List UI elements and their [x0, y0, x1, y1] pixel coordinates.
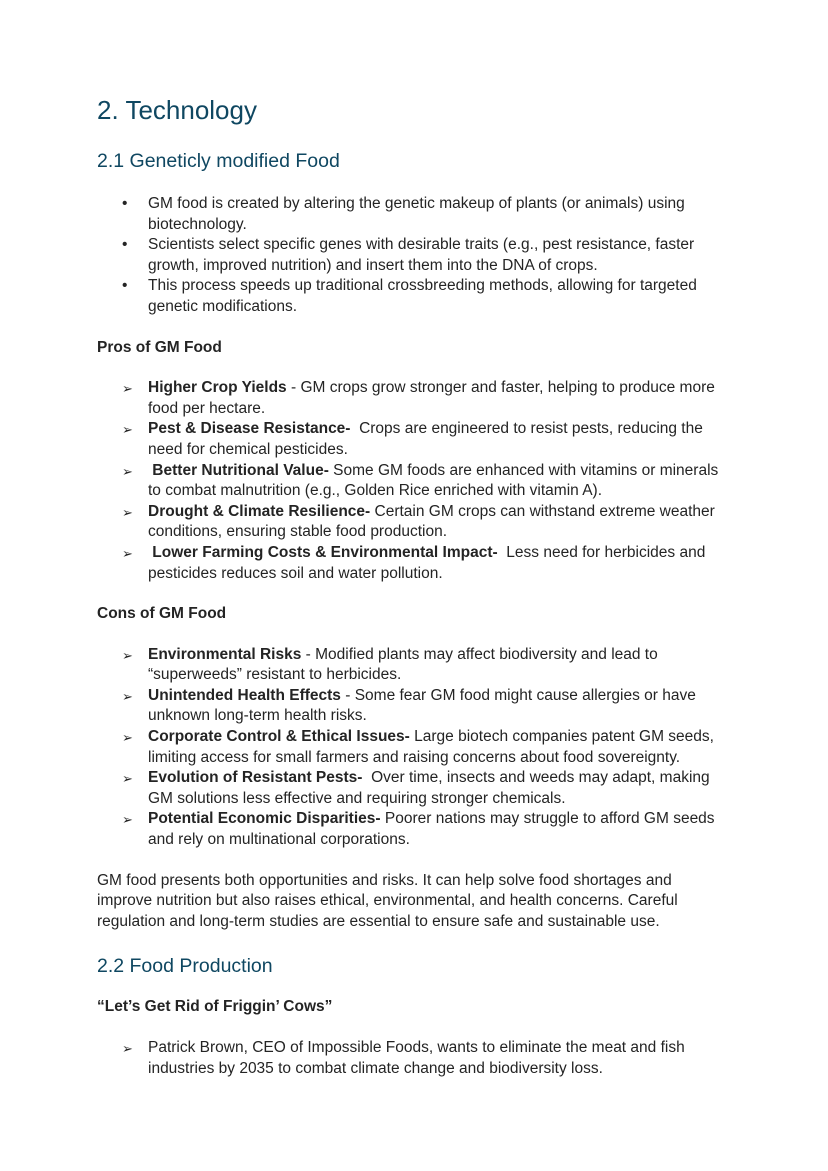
list-item-bold-lead: Evolution of Resistant Pests- [148, 769, 363, 787]
list-item [97, 727, 728, 768]
list-item-rest: - GM crops grow stronger and faster, helping to produce more food per hectare. [148, 379, 715, 417]
list-item [97, 645, 728, 686]
list-item-bold-lead: Unintended Health Effects [148, 686, 341, 704]
list-item-rest: - Modified plants may affect biodiversity and lead to “superweeds” resistant to herbicides. [148, 645, 658, 684]
list-item-bold-lead: Pest & Disease Resistance- [148, 420, 351, 438]
list-item [97, 378, 728, 419]
list-item [97, 235, 728, 276]
list-item-bold-lead: Corporate Control & Ethical Issues- [148, 728, 410, 746]
list-item-bold-lead: Drought & Climate Resilience- [148, 502, 371, 520]
pros-list [97, 378, 728, 584]
cons-subheading: Cons of GM Food [97, 605, 227, 623]
list-item [97, 768, 728, 809]
list-item-text [148, 544, 705, 582]
arrow-bullet-icon: ➢ [122, 504, 133, 520]
list-item-text [148, 769, 710, 807]
bullet-icon: • [122, 236, 128, 254]
list-item-rest: Poorer nations may struggle to afford GM seeds and rely on multinational corporations. [148, 810, 715, 849]
list-item-rest: Patrick Brown, CEO of Impossible Foods, wants to eliminate the meat and fish industries by 2035 to combat climate change and biodiversity loss. [148, 1039, 685, 1077]
list-item-text: This process speeds up traditional crossbreeding methods, allowing for targeted genetic modifications. [148, 277, 697, 315]
arrow-bullet-icon: ➢ [122, 812, 133, 828]
list-item-text [148, 379, 715, 417]
list-item-bold-lead: Lower Farming Costs & Environmental Impact- [148, 543, 498, 561]
arrow-bullet-icon: ➢ [122, 647, 133, 663]
list-item [97, 686, 728, 727]
arrow-bullet-icon: ➢ [122, 1041, 133, 1056]
bullet-icon: • [122, 195, 128, 212]
gm-summary-paragraph: GM food presents both opportunities and risks. It can help solve food shortages and improve nutrition but also raises ethical, environmental, and health concerns. Careful regulation and long-term studies are essential to ensure safe and sustainable use. [97, 871, 678, 930]
list-item-text [148, 646, 658, 684]
heading-genetically-modified-food: 2.1 Geneticly modified Food [97, 150, 340, 172]
list-item-rest: - Some fear GM food might cause allergies or have unknown long-term health risks. [148, 686, 696, 725]
list-item-bold-lead: Higher Crop Yields [148, 379, 287, 397]
gm-intro-bullet-list [97, 194, 728, 318]
list-item-rest: Over time, insects and weeds may adapt, making GM solutions less effective and requiring stronger chemicals. [148, 769, 710, 807]
list-item-text [148, 687, 696, 725]
list-item-text: Scientists select specific genes with desirable traits (e.g., pest resistance, faster growth, improved nutrition) and insert them into the DNA of crops. [148, 236, 695, 274]
list-item-bold-lead: Potential Economic Disparities- [148, 810, 381, 828]
list-item-rest: Some GM foods are enhanced with vitamins or minerals to combat malnutrition (e.g., Golden Rice enriched with vitamin A). [148, 461, 719, 500]
heading-food-production: 2.2 Food Production [97, 955, 273, 978]
arrow-bullet-icon: ➢ [122, 422, 133, 438]
list-item-text [148, 503, 715, 541]
list-item [97, 194, 728, 235]
list-item-bold-lead: Better Nutritional Value- [148, 461, 329, 479]
list-item [97, 809, 728, 850]
food-production-list [97, 1038, 728, 1079]
list-item [97, 461, 728, 502]
list-item-text: GM food is created by altering the genetic makeup of plants (or animals) using biotechnology. [148, 195, 685, 233]
list-item-text [148, 420, 703, 458]
list-item [97, 1038, 728, 1079]
list-item [97, 419, 728, 460]
cons-list [97, 645, 728, 851]
list-item-text [148, 728, 714, 766]
list-item [97, 543, 728, 584]
arrow-bullet-icon: ➢ [122, 381, 133, 397]
heading-technology: 2. Technology [97, 95, 257, 125]
bullet-icon: • [122, 277, 128, 295]
cows-quote-subheading: “Let’s Get Rid of Friggin’ Cows” [97, 998, 333, 1016]
list-item-text [148, 810, 715, 848]
list-item [97, 276, 728, 317]
arrow-bullet-icon: ➢ [122, 771, 133, 787]
list-item-rest: Certain GM crops can withstand extreme weather conditions, ensuring stable food production. [148, 502, 715, 541]
arrow-bullet-icon: ➢ [122, 730, 133, 746]
list-item-text [148, 1039, 685, 1077]
list-item-rest: Large biotech companies patent GM seeds, limiting access for small farmers and raising concerns about food sovereignty. [148, 728, 714, 766]
list-item-rest: Crops are engineered to resist pests, reducing the need for chemical pesticides. [148, 420, 703, 458]
list-item-text [148, 462, 718, 500]
arrow-bullet-icon: ➢ [122, 463, 133, 479]
list-item [97, 502, 728, 543]
arrow-bullet-icon: ➢ [122, 545, 133, 561]
pros-subheading: Pros of GM Food [97, 338, 222, 356]
list-item-bold-lead: Environmental Risks [148, 645, 302, 663]
list-item-rest: Less need for herbicides and pesticides reduces soil and water pollution. [148, 543, 706, 582]
arrow-bullet-icon: ➢ [122, 688, 133, 704]
